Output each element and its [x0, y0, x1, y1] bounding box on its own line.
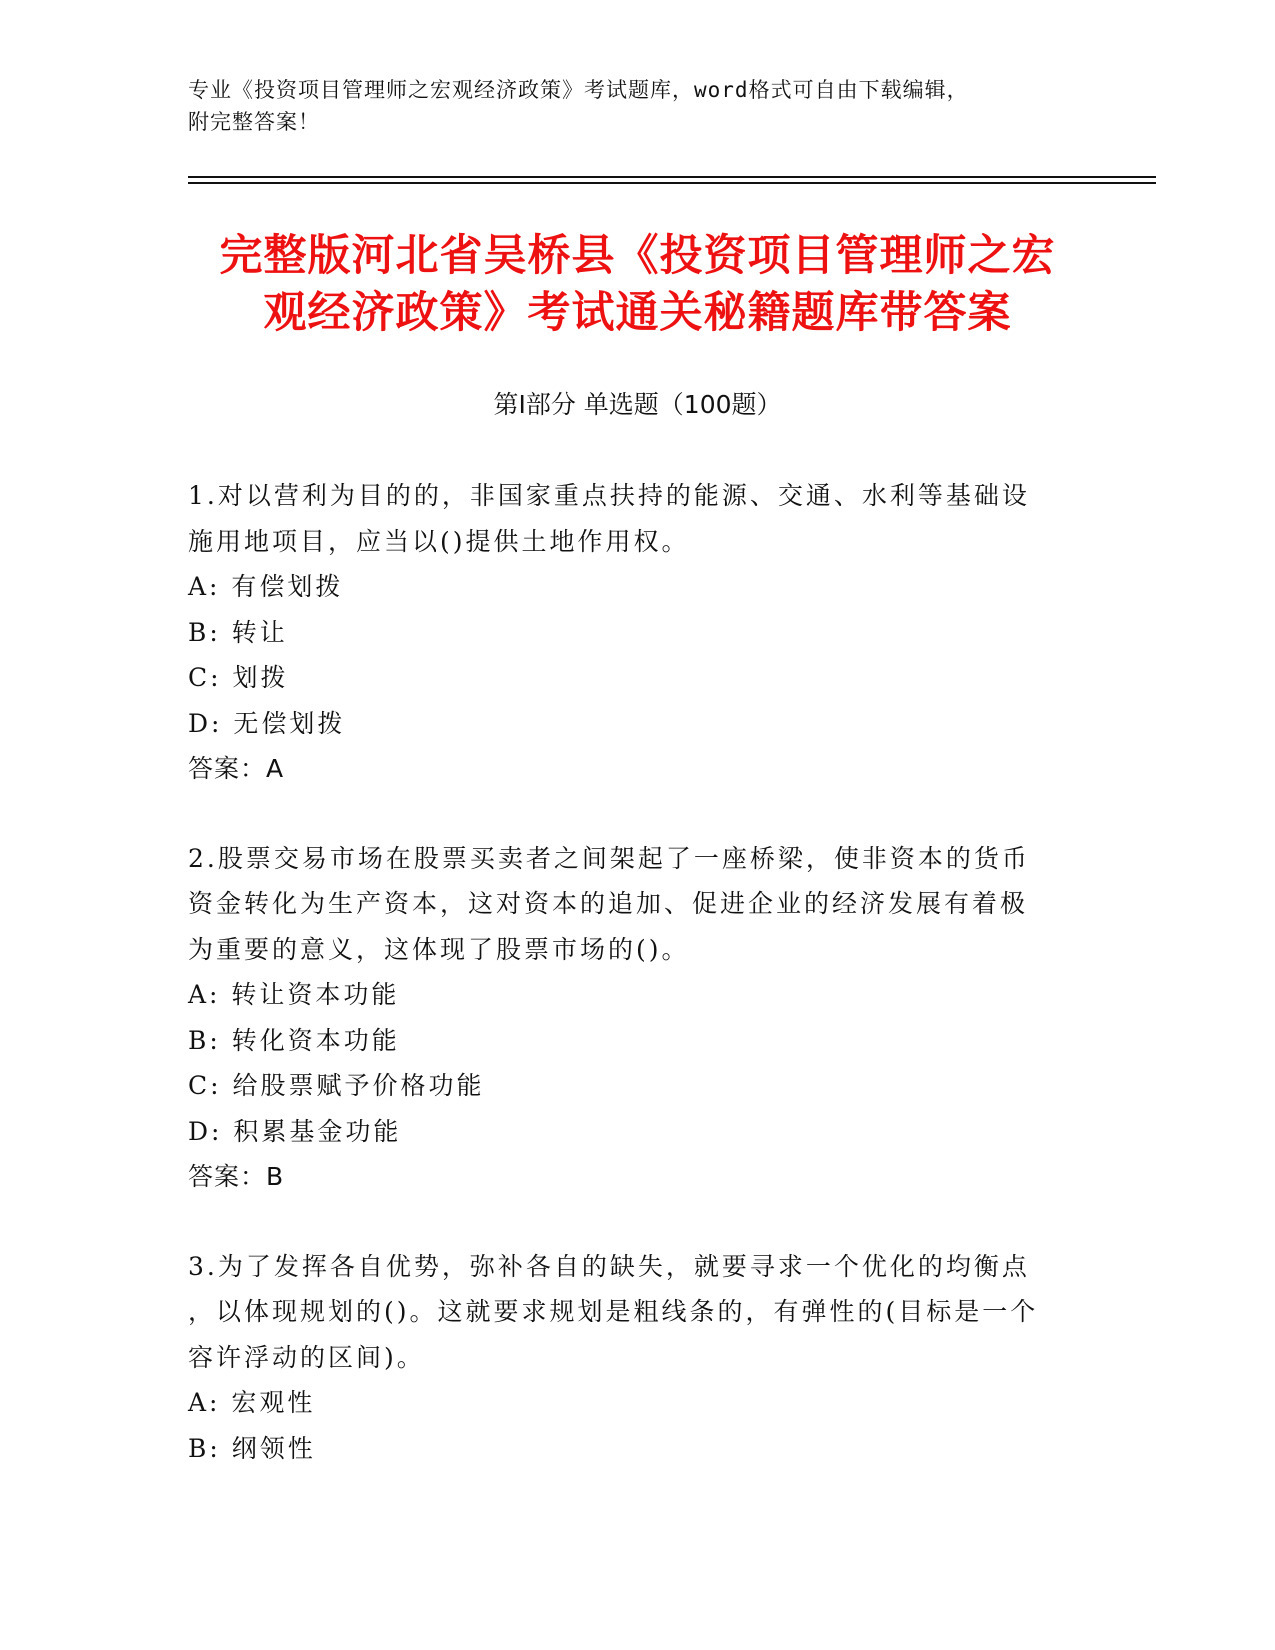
header-note [188, 74, 1068, 138]
question-text: 3.为了发挥各自优势，弥补各自的缺失，就要寻求一个优化的均衡点 [188, 1251, 1030, 1281]
option-b: B: 转化资本功能 [188, 1025, 400, 1055]
document-title-line: 观经济政策》考试通关秘籍题库带答案 [263, 288, 1012, 338]
question-text: 为重要的意义，这体现了股票市场的()。 [188, 934, 690, 964]
option-b: B: 转让 [188, 617, 288, 647]
header-note-line: 专业《投资项目管理师之宏观经济政策》考试题库，word格式可自由下载编辑， [188, 78, 969, 102]
option-a: A: 宏观性 [188, 1388, 316, 1417]
document-title [150, 228, 1125, 342]
section-title: 第Ⅰ部分 单选题（100题） [493, 390, 782, 419]
answer-label: 答案：A [188, 754, 285, 783]
answer-label: 答案：B [188, 1162, 285, 1191]
question-item [188, 836, 1088, 1200]
question-text: 施用地项目，应当以()提供土地作用权。 [188, 526, 690, 556]
header-divider [188, 176, 1156, 178]
question-item [188, 1244, 1088, 1472]
question-list [188, 473, 1088, 1515]
option-d: D: 积累基金功能 [188, 1116, 402, 1146]
question-text: 2.股票交易市场在股票买卖者之间架起了一座桥梁，使非资本的货币 [188, 843, 1030, 873]
option-a: A: 有偿划拨 [188, 572, 344, 601]
question-text: ，以体现规划的()。这就要求规划是粗线条的，有弹性的(目标是一个 [188, 1297, 1039, 1326]
document-title-line: 完整版河北省吴桥县《投资项目管理师之宏 [219, 231, 1056, 281]
option-d: D: 无偿划拨 [188, 708, 346, 738]
question-text: 资金转化为生产资本，这对资本的追加、促进企业的经济发展有着极 [188, 889, 1029, 918]
option-c: C: 划拨 [188, 663, 289, 692]
question-item [188, 473, 1088, 792]
question-text: 1.对以营利为目的的，非国家重点扶持的能源、交通、水利等基础设 [188, 481, 1030, 510]
option-c: C: 给股票赋予价格功能 [188, 1071, 485, 1100]
option-a: A: 转让资本功能 [188, 980, 400, 1009]
header-note-line: 附完整答案！ [188, 110, 320, 134]
question-text: 容许浮动的区间)。 [188, 1342, 425, 1372]
option-b: B: 纲领性 [188, 1433, 316, 1463]
header-divider [188, 182, 1156, 184]
